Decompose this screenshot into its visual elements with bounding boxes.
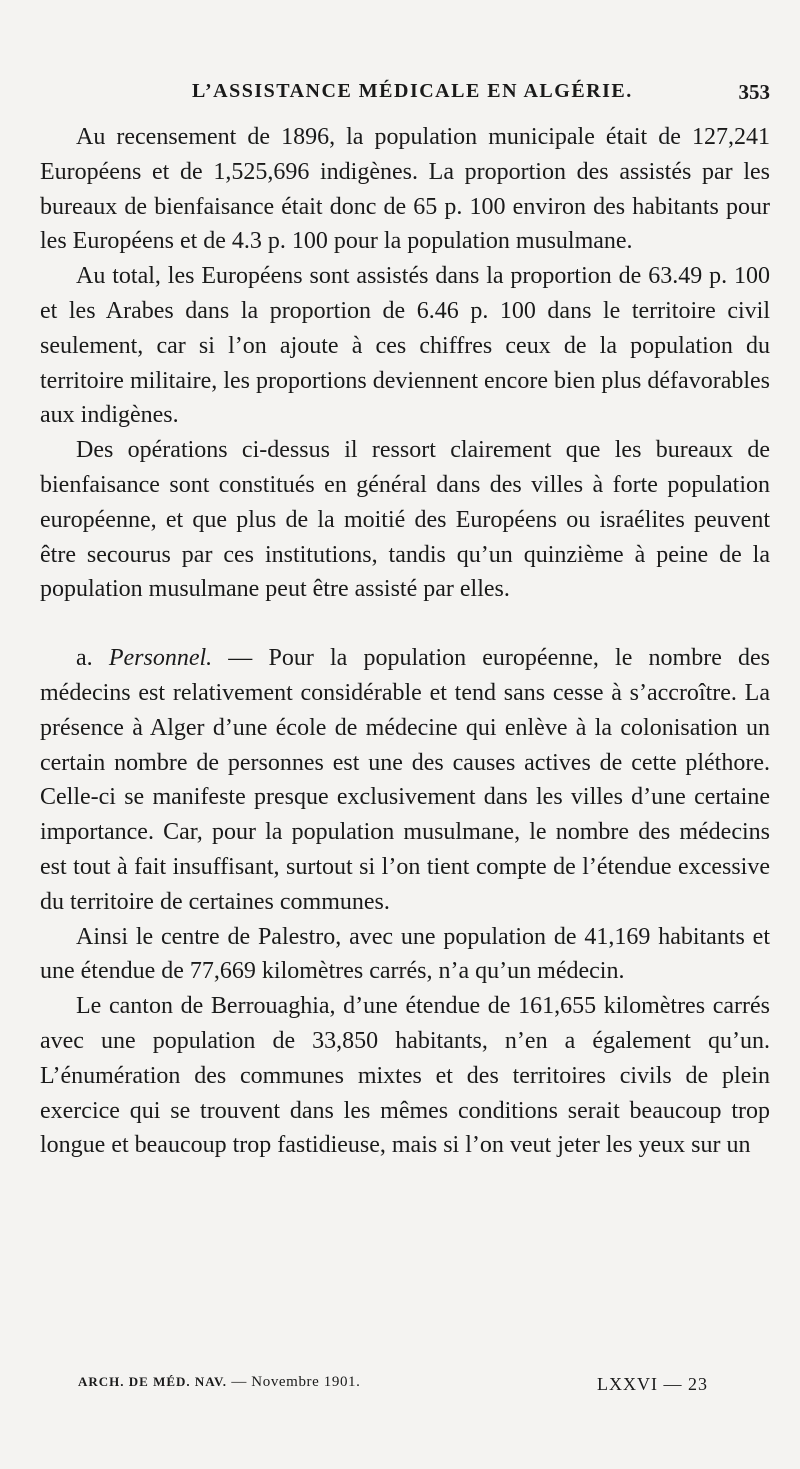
paragraph-text: — Pour la population européenne, le nombre des médecins est relativement considérable et tend sans cesse à s’accroître. La présence à Alger d’une école de médecine qui enlève à la colonisation un certain nombre de personnes est une des causes actives de cette pléthore. Celle-ci se manifeste presque exclusivement dans les villes d’une certaine importance. Car, pour la population musulmane, le nombre des médecins est tout à fait insuffisant, surtout si l’on tient compte de l’étendue excessive du territoire de certaines communes. <box>40 645 771 915</box>
paragraph-personnel <box>40 641 770 919</box>
paragraph-text: Au total, les Européens sont assistés dans la proportion de 63.49 p. 100 et les Arabes dans la proportion de 6.46 p. 100 dans le territoire civil seulement, car si l’on ajoute à ces chiffres ceux de la population du territoire militaire, les proportions deviennent encore bien plus défavorables aux indigènes. <box>40 263 770 429</box>
footer-citation <box>78 1374 361 1391</box>
section-marker: a. <box>76 645 109 672</box>
journal-abbrev: ARCH. DE MÉD. NAV. <box>78 1374 227 1389</box>
section-heading: Personnel. <box>108 645 213 672</box>
paragraph-conclusion <box>40 433 770 607</box>
paragraph-text: Au recensement de 1896, la population municipale était de 127,241 Européens et de 1,525,696 indigènes. La proportion des assistés par les bureaux de bienfaisance était donc de 65 p. 100 environ des habitants pour les Européens et de 4.3 p. 100 pour la population musulmane. <box>40 124 770 255</box>
body-text <box>40 120 770 1163</box>
paragraph-totals <box>40 259 770 433</box>
paragraph-text: Ainsi le centre de Palestro, avec une population de 41,169 habitants et une étendue de 77,669 kilomètres carrés, n’a qu’un médecin. <box>40 923 770 985</box>
paragraph-text: Le canton de Berrouaghia, d’une étendue de 161,655 kilomètres carrés avec une population de 33,850 habitants, n’en a également qu’un. L’énumération des communes mixtes et des territoires civils de plein exercice qui se trouvent dans les mêmes conditions serait beaucoup trop longue et beaucoup trop fastidieuse, mais si l’on veut jeter les yeux sur un <box>40 993 770 1159</box>
issue-date: — Novembre 1901. <box>231 1374 361 1390</box>
paragraph-text: Des opérations ci-dessus il ressort clairement que les bureaux de bienfaisance sont constitués en général dans des villes à forte population européenne, et que plus de la moitié des Européens ou israélites peuvent être secourus par ces institutions, tandis qu’un quinzième à peine de la population musulmane peut être assisté par elles. <box>40 437 770 603</box>
paragraph-palestro <box>40 920 770 990</box>
paragraph-census <box>40 120 770 259</box>
paragraph-berrouaghia <box>40 989 770 1163</box>
page-footer <box>78 1374 708 1398</box>
page-header <box>40 80 770 110</box>
running-title: L’ASSISTANCE MÉDICALE EN ALGÉRIE. <box>192 80 633 102</box>
page-number: 353 <box>738 80 770 104</box>
signature-mark: LXXVI — 23 <box>597 1374 708 1394</box>
